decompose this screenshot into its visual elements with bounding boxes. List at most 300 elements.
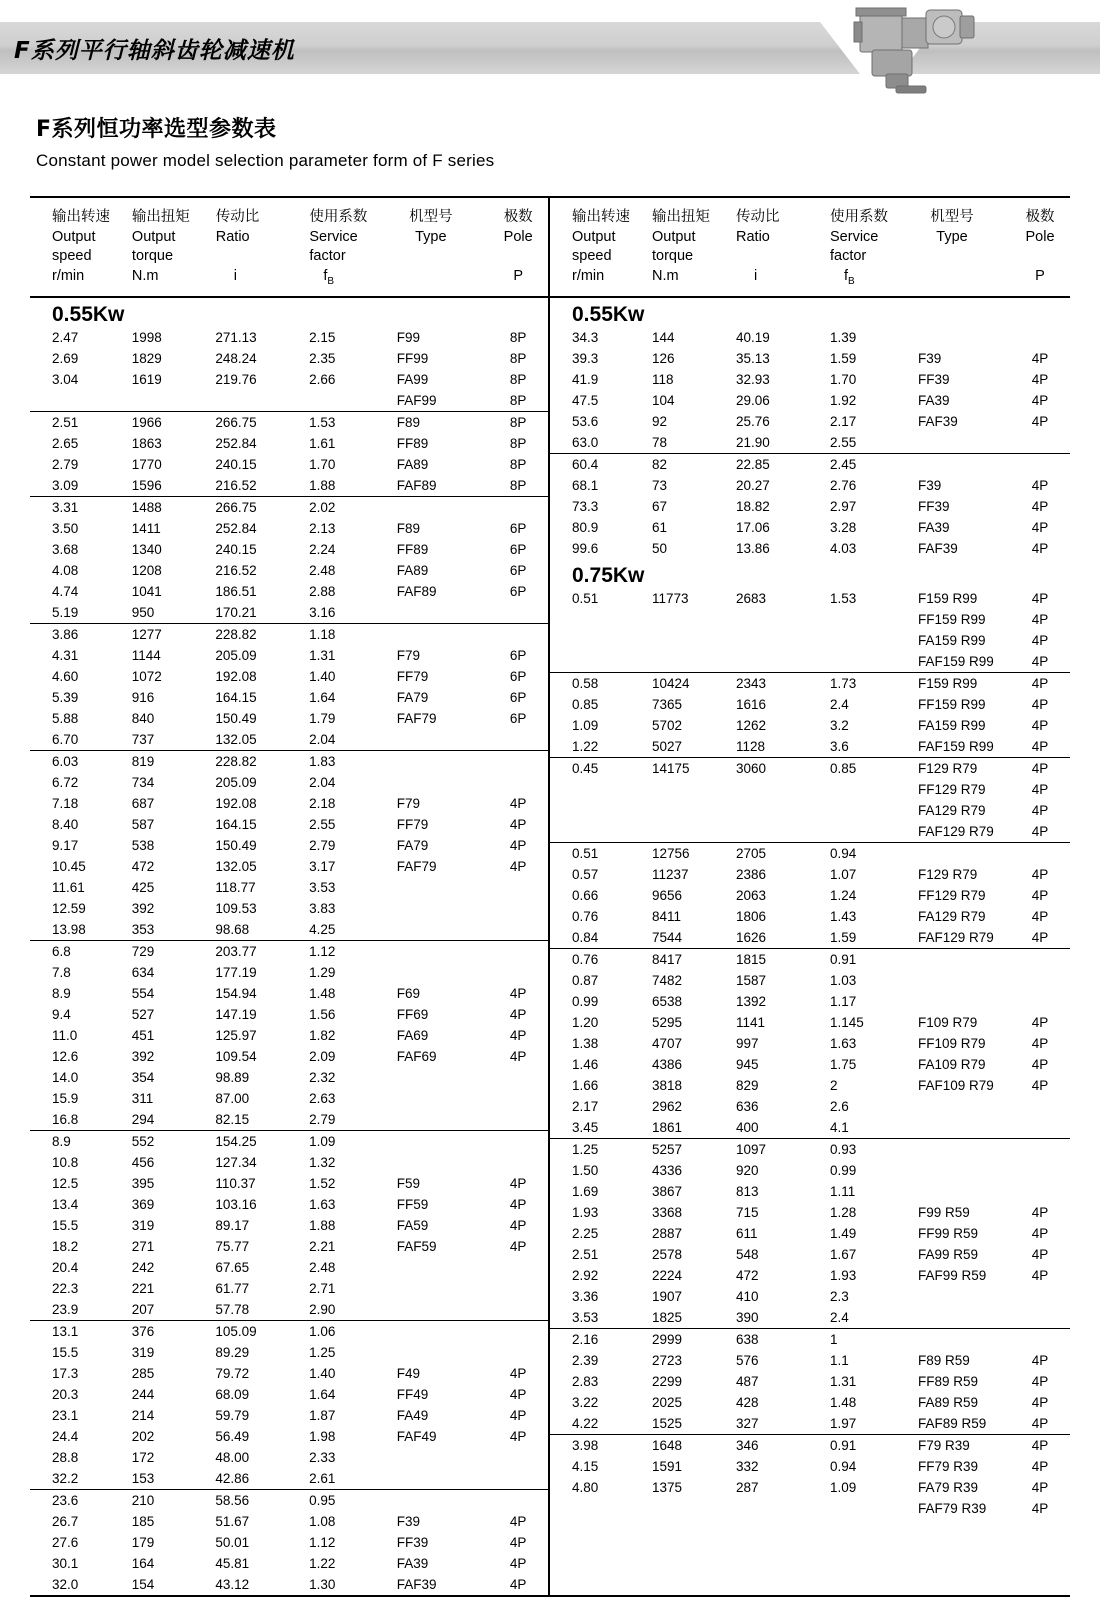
cell-service-factor: 1.97 xyxy=(808,1413,894,1435)
cell-pole xyxy=(488,729,548,751)
cell-output-speed: 8.9 xyxy=(52,986,71,1002)
table-row xyxy=(550,779,1070,800)
table-body-left xyxy=(30,298,548,1595)
table-row xyxy=(550,1223,1070,1244)
cell-output-torque: 12756 xyxy=(652,846,690,862)
cell-service-factor: 1.98 xyxy=(309,1429,336,1445)
cell-output-torque: 1998 xyxy=(131,330,162,346)
table-row xyxy=(550,1054,1070,1075)
cell-output-torque: 1770 xyxy=(131,457,162,473)
cell-type: FF89 xyxy=(396,436,429,452)
cell-service-factor: 2.97 xyxy=(830,499,857,515)
cell-type: F69 xyxy=(396,986,421,1002)
cell-ratio: 75.77 xyxy=(215,1239,250,1255)
cell-pole: 4P xyxy=(1031,478,1049,494)
table-row xyxy=(30,390,548,412)
cell-type xyxy=(373,1109,489,1131)
cell-pole xyxy=(488,1490,548,1512)
cell-pole xyxy=(488,1468,548,1490)
cell-pole: 4P xyxy=(1031,1247,1049,1263)
cell-output-torque: 179 xyxy=(131,1535,155,1551)
cell-ratio: 35.13 xyxy=(736,351,770,367)
cell-ratio: 638 xyxy=(736,1332,759,1348)
table-row xyxy=(550,843,1070,865)
cell-type: FA79 R39 xyxy=(918,1480,979,1496)
cell-output-speed: 1.20 xyxy=(572,1015,599,1031)
cell-output-torque xyxy=(636,630,722,651)
cell-output-speed: 1.09 xyxy=(572,718,599,734)
cell-service-factor: 1.70 xyxy=(830,372,857,388)
cell-service-factor: 1.83 xyxy=(309,754,336,770)
table-row xyxy=(550,758,1070,780)
table-row xyxy=(30,708,548,729)
cell-service-factor: 1.75 xyxy=(830,1057,857,1073)
table-row xyxy=(30,539,548,560)
cell-service-factor: 1.82 xyxy=(309,1028,336,1044)
cell-ratio: 487 xyxy=(736,1374,759,1390)
cell-output-speed: 27.6 xyxy=(52,1535,79,1551)
table-row xyxy=(550,1307,1070,1329)
section-title-row xyxy=(550,559,1070,588)
cell-ratio: 127.34 xyxy=(215,1155,257,1171)
cell-type: F59 xyxy=(396,1176,421,1192)
cell-pole xyxy=(488,751,548,773)
cell-type: FF79 xyxy=(396,817,429,833)
cell-ratio: 216.52 xyxy=(215,563,257,579)
cell-output-torque: 687 xyxy=(131,796,155,812)
cell-service-factor: 1.07 xyxy=(830,867,857,883)
cell-service-factor: 1.11 xyxy=(830,1184,856,1200)
cell-type: FF69 xyxy=(396,1007,429,1023)
cell-service-factor: 1.25 xyxy=(309,1345,336,1361)
cell-ratio xyxy=(722,821,808,843)
cell-service-factor: 1.39 xyxy=(830,330,857,346)
cell-ratio: 715 xyxy=(736,1205,759,1221)
cell-ratio: 22.85 xyxy=(736,457,770,473)
header-type-en-r: Type xyxy=(936,228,968,245)
cell-output-torque: 369 xyxy=(131,1197,155,1213)
cell-output-speed: 23.9 xyxy=(30,1299,116,1321)
cell-service-factor: 4.1 xyxy=(808,1117,894,1139)
cell-ratio xyxy=(722,779,808,800)
cell-output-speed: 0.58 xyxy=(572,676,599,692)
cell-output-speed: 15.5 xyxy=(52,1218,79,1234)
cell-output-torque: 1072 xyxy=(131,669,162,685)
cell-output-speed: 5.39 xyxy=(52,690,79,706)
cell-pole: 4P xyxy=(1031,867,1049,883)
cell-pole xyxy=(488,941,548,963)
cell-output-speed: 6.8 xyxy=(52,944,71,960)
header-sf-en2: factor xyxy=(309,248,346,265)
cell-output-speed: 13.98 xyxy=(30,919,116,941)
cell-service-factor xyxy=(808,630,894,651)
header-speed-en-r: Output xyxy=(572,228,616,245)
cell-output-speed: 63.0 xyxy=(550,432,636,454)
cell-ratio: 150.49 xyxy=(215,711,257,727)
cell-service-factor: 1.09 xyxy=(830,1480,857,1496)
cell-ratio xyxy=(201,390,287,412)
cell-output-torque: 7544 xyxy=(636,927,722,949)
cell-output-speed: 3.68 xyxy=(52,542,79,558)
section-titles xyxy=(36,112,1100,171)
cell-ratio: 2386 xyxy=(736,867,767,883)
cell-service-factor: 4.03 xyxy=(830,541,857,557)
cell-type xyxy=(373,962,489,983)
cell-pole xyxy=(488,624,548,646)
cell-pole xyxy=(488,919,548,941)
cell-output-torque: 1208 xyxy=(131,563,162,579)
cell-service-factor: 3.83 xyxy=(309,901,336,917)
cell-output-torque: 1907 xyxy=(652,1289,683,1305)
cell-ratio: 186.51 xyxy=(215,584,257,600)
header-pole-unit-r: P xyxy=(1035,267,1045,284)
cell-output-torque: 456 xyxy=(131,1155,155,1171)
cell-ratio: 98.89 xyxy=(215,1070,250,1086)
cell-type: FAF79 xyxy=(396,859,437,875)
cell-service-factor: 1.145 xyxy=(830,1015,864,1031)
cell-output-speed xyxy=(550,609,636,630)
table-row xyxy=(30,624,548,646)
cell-type xyxy=(373,772,489,793)
table-column-left xyxy=(30,198,550,1595)
cell-service-factor: 1.28 xyxy=(830,1205,857,1221)
cell-output-speed: 2.47 xyxy=(52,330,79,346)
cell-service-factor: 0.95 xyxy=(309,1493,336,1509)
cell-output-speed xyxy=(550,630,636,651)
cell-output-torque: 737 xyxy=(116,729,202,751)
cell-pole xyxy=(488,1257,548,1278)
cell-output-speed: 2.17 xyxy=(572,1099,599,1115)
header-sf-en: Service xyxy=(309,228,358,245)
cell-type: FF79 xyxy=(396,669,429,685)
table-body-right xyxy=(550,298,1070,1519)
cell-output-speed: 99.6 xyxy=(572,541,599,557)
cell-ratio: 428 xyxy=(736,1395,759,1411)
header-speed-cn-r: 输出转速 xyxy=(572,209,630,225)
table-row xyxy=(30,983,548,1004)
header-speed-unit: r/min xyxy=(52,267,85,284)
cell-ratio xyxy=(722,651,808,673)
table-row xyxy=(550,348,1070,369)
cell-pole xyxy=(488,1109,548,1131)
table-row xyxy=(550,800,1070,821)
table-row xyxy=(30,581,548,602)
cell-output-speed: 68.1 xyxy=(572,478,599,494)
cell-ratio: 154.94 xyxy=(215,986,257,1002)
table-row xyxy=(550,1413,1070,1435)
header-pole-en: Pole xyxy=(503,228,533,245)
header-sf-en-r: Service xyxy=(830,228,879,245)
section-title-row xyxy=(550,298,1070,327)
table-row xyxy=(550,864,1070,885)
cell-pole: 6P xyxy=(509,711,527,727)
cell-output-speed: 10.8 xyxy=(52,1155,79,1171)
cell-type xyxy=(373,1067,489,1088)
cell-output-speed: 3.45 xyxy=(550,1117,636,1139)
table-column-right xyxy=(550,198,1070,1595)
cell-output-torque: 319 xyxy=(131,1218,155,1234)
cell-output-speed: 32.0 xyxy=(52,1577,79,1593)
cell-service-factor: 2.3 xyxy=(830,1289,849,1305)
table-row xyxy=(30,1468,548,1490)
table-row xyxy=(550,927,1070,949)
cell-output-speed: 34.3 xyxy=(572,330,599,346)
cell-service-factor xyxy=(808,800,894,821)
cell-ratio: 472 xyxy=(736,1268,759,1284)
cell-output-speed: 0.99 xyxy=(572,994,599,1010)
cell-output-speed: 73.3 xyxy=(572,499,599,515)
cell-pole: 6P xyxy=(509,542,527,558)
cell-pole: 4P xyxy=(1031,414,1049,430)
cell-type: FAF89 xyxy=(373,475,489,497)
title-english: Constant power model selection parameter form of F series xyxy=(36,151,495,170)
table-row xyxy=(30,433,548,454)
cell-output-torque: 294 xyxy=(116,1109,202,1131)
cell-output-torque: 61 xyxy=(652,520,668,536)
cell-type xyxy=(894,1329,1010,1351)
cell-pole: 4P xyxy=(509,1239,527,1255)
cell-type: F109 R79 xyxy=(918,1015,978,1031)
cell-ratio: 17.06 xyxy=(736,520,770,536)
cell-output-torque: 4386 xyxy=(652,1057,683,1073)
cell-pole: 4P xyxy=(1031,697,1049,713)
cell-service-factor: 1.93 xyxy=(830,1268,857,1284)
table-row xyxy=(550,432,1070,454)
cell-pole: 4P xyxy=(1031,541,1049,557)
table-row xyxy=(30,814,548,835)
cell-service-factor: 1.32 xyxy=(309,1155,336,1171)
cell-service-factor: 2.66 xyxy=(309,372,336,388)
cell-type xyxy=(373,1490,489,1512)
cell-type: FA49 xyxy=(396,1408,429,1424)
cell-ratio: 20.27 xyxy=(736,478,770,494)
cell-output-torque xyxy=(636,1498,722,1519)
cell-pole: 4P xyxy=(1031,612,1049,628)
cell-pole xyxy=(1010,1139,1070,1161)
cell-type: F99 R59 xyxy=(918,1205,970,1221)
cell-ratio: 25.76 xyxy=(736,414,770,430)
cell-pole xyxy=(488,1299,548,1321)
cell-output-speed: 13.1 xyxy=(52,1324,79,1340)
table-row xyxy=(30,729,548,751)
table-row xyxy=(550,588,1070,609)
table-row xyxy=(30,1321,548,1343)
cell-service-factor xyxy=(808,1498,894,1519)
cell-type: FAF129 R79 xyxy=(894,821,1010,843)
cell-ratio: 89.17 xyxy=(215,1218,250,1234)
table-row xyxy=(550,885,1070,906)
cell-output-speed: 4.80 xyxy=(572,1480,599,1496)
cell-output-torque: 10424 xyxy=(652,676,690,692)
cell-ratio: 266.75 xyxy=(215,415,257,431)
cell-ratio: 287 xyxy=(736,1480,759,1496)
cell-pole xyxy=(488,1088,548,1109)
table-row xyxy=(550,1265,1070,1286)
table-row xyxy=(550,970,1070,991)
cell-output-torque: 1861 xyxy=(636,1117,722,1139)
table-row xyxy=(30,1152,548,1173)
cell-output-speed: 16.8 xyxy=(30,1109,116,1131)
header-torque-en: Output xyxy=(131,228,176,245)
cell-output-speed: 1.66 xyxy=(572,1078,599,1094)
cell-type xyxy=(373,941,489,963)
header-pole-cn-r: 极数 xyxy=(1025,209,1055,225)
cell-output-speed: 4.08 xyxy=(52,563,79,579)
table-row xyxy=(550,694,1070,715)
table-row xyxy=(30,1299,548,1321)
cell-pole: 4P xyxy=(1031,520,1049,536)
cell-service-factor xyxy=(808,779,894,800)
cell-ratio: 920 xyxy=(736,1163,759,1179)
cell-output-torque: 92 xyxy=(652,414,668,430)
cell-ratio: 410 xyxy=(736,1289,759,1305)
header-speed-unit-r: r/min xyxy=(572,267,605,284)
table-row xyxy=(550,1117,1070,1139)
cell-ratio: 228.82 xyxy=(215,627,257,643)
cell-ratio: 87.00 xyxy=(215,1091,250,1107)
cell-output-speed: 11.0 xyxy=(52,1028,78,1044)
table-row xyxy=(550,1033,1070,1054)
cell-ratio: 45.81 xyxy=(215,1556,250,1572)
cell-service-factor: 3.28 xyxy=(830,520,857,536)
table-row xyxy=(30,1236,548,1257)
cell-output-torque: 1375 xyxy=(652,1480,683,1496)
cell-type xyxy=(894,1117,1010,1139)
cell-output-speed: 22.3 xyxy=(52,1281,79,1297)
cell-pole: 4P xyxy=(1031,761,1049,777)
cell-pole: 8P xyxy=(509,372,527,388)
cell-output-speed: 4.15 xyxy=(572,1459,599,1475)
cell-service-factor: 1.12 xyxy=(309,1535,336,1551)
cell-type xyxy=(373,1468,489,1490)
table-row xyxy=(30,941,548,963)
cell-type: FAF159 R99 xyxy=(894,651,1010,673)
cell-service-factor: 1.12 xyxy=(309,944,336,960)
cell-type: F129 R79 xyxy=(918,867,978,883)
cell-ratio: 205.09 xyxy=(215,648,257,664)
cell-ratio: 240.15 xyxy=(215,542,257,558)
cell-service-factor: 2.79 xyxy=(309,838,336,854)
cell-pole: 4P xyxy=(509,1197,527,1213)
cell-service-factor: 1.59 xyxy=(808,927,894,949)
table-row xyxy=(30,1046,548,1067)
cell-output-speed: 0.57 xyxy=(572,867,599,883)
cell-service-factor: 2.18 xyxy=(309,796,336,812)
cell-ratio: 32.93 xyxy=(736,372,770,388)
cell-type xyxy=(373,624,489,646)
table-row xyxy=(550,538,1070,559)
cell-type: FAF39 xyxy=(918,541,958,557)
cell-ratio: 61.77 xyxy=(215,1281,250,1297)
cell-service-factor: 2.4 xyxy=(808,1307,894,1329)
cell-pole: 4P xyxy=(509,1556,527,1572)
cell-pole: 4P xyxy=(1031,1459,1049,1475)
cell-ratio: 3060 xyxy=(736,761,767,777)
cell-ratio: 132.05 xyxy=(215,859,257,875)
cell-output-torque: 9656 xyxy=(652,888,683,904)
cell-type: FAF89 xyxy=(396,584,437,600)
cell-service-factor: 1.61 xyxy=(309,436,336,452)
table-row xyxy=(30,687,548,708)
cell-ratio: 56.49 xyxy=(215,1429,250,1445)
cell-type xyxy=(894,949,1010,971)
cell-output-torque: 126 xyxy=(652,351,675,367)
cell-ratio: 103.16 xyxy=(215,1197,257,1213)
cell-service-factor: 2.4 xyxy=(830,697,849,713)
cell-type xyxy=(373,751,489,773)
cell-output-speed: 30.1 xyxy=(52,1556,79,1572)
cell-output-speed: 12.6 xyxy=(52,1049,79,1065)
cell-pole: 4P xyxy=(1031,591,1049,607)
cell-type: FA69 xyxy=(396,1028,429,1044)
cell-ratio: 266.75 xyxy=(215,500,257,516)
cell-type: F39 xyxy=(396,1514,421,1530)
cell-pole: 4P xyxy=(509,1007,527,1023)
cell-output-speed xyxy=(550,1498,636,1519)
cell-ratio: 67.65 xyxy=(215,1260,250,1276)
cell-pole xyxy=(1010,949,1070,971)
cell-output-torque xyxy=(116,390,202,412)
header-sf-cn: 使用系数 xyxy=(309,209,368,225)
table-row xyxy=(550,609,1070,630)
cell-type xyxy=(894,1181,1010,1202)
cell-ratio: 68.09 xyxy=(215,1387,250,1403)
cell-service-factor: 2.79 xyxy=(287,1109,373,1131)
cell-pole xyxy=(1010,1286,1070,1307)
cell-pole xyxy=(488,1321,548,1343)
cell-output-torque: 2299 xyxy=(652,1374,683,1390)
cell-output-speed: 3.50 xyxy=(52,521,79,537)
table-row xyxy=(30,497,548,519)
cell-output-speed: 0.87 xyxy=(572,973,599,989)
cell-ratio: 945 xyxy=(736,1057,759,1073)
cell-pole: 4P xyxy=(509,1028,527,1044)
cell-output-speed: 3.04 xyxy=(52,372,79,388)
cell-output-speed: 1.46 xyxy=(572,1057,599,1073)
table-header-right xyxy=(550,198,1070,298)
cell-pole: 4P xyxy=(1010,736,1070,758)
cell-type xyxy=(373,898,489,919)
cell-ratio: 109.54 xyxy=(215,1049,257,1065)
cell-type: FA39 xyxy=(396,1556,429,1572)
table-row xyxy=(550,327,1070,348)
table-row xyxy=(30,560,548,581)
cell-service-factor: 1.53 xyxy=(309,415,336,431)
cell-type xyxy=(894,327,1010,348)
table-row xyxy=(550,1202,1070,1223)
cell-service-factor: 1.59 xyxy=(830,351,857,367)
cell-service-factor: 1.87 xyxy=(309,1408,336,1424)
header-ratio-en: Ratio xyxy=(215,228,250,245)
table-row xyxy=(550,1181,1070,1202)
cell-output-speed: 12.59 xyxy=(52,901,86,917)
cell-output-torque: 271 xyxy=(131,1239,155,1255)
cell-type: FAF129 R79 xyxy=(894,927,1010,949)
section-power-right-1: 0.55Kw xyxy=(572,303,645,327)
cell-output-speed: 0.45 xyxy=(572,761,599,777)
cell-pole: 6P xyxy=(509,669,527,685)
cell-ratio: 228.82 xyxy=(215,754,257,770)
table-row xyxy=(30,454,548,475)
cell-ratio: 21.90 xyxy=(722,432,808,454)
cell-pole xyxy=(1010,970,1070,991)
cell-type: FA129 R79 xyxy=(918,909,986,925)
cell-output-torque: 210 xyxy=(131,1493,155,1509)
title-chinese: F系列恒功率选型参数表 xyxy=(36,117,277,142)
cell-ratio: 2343 xyxy=(736,676,767,692)
cell-output-torque: 634 xyxy=(131,965,155,981)
cell-pole: 4P xyxy=(1031,1226,1049,1242)
